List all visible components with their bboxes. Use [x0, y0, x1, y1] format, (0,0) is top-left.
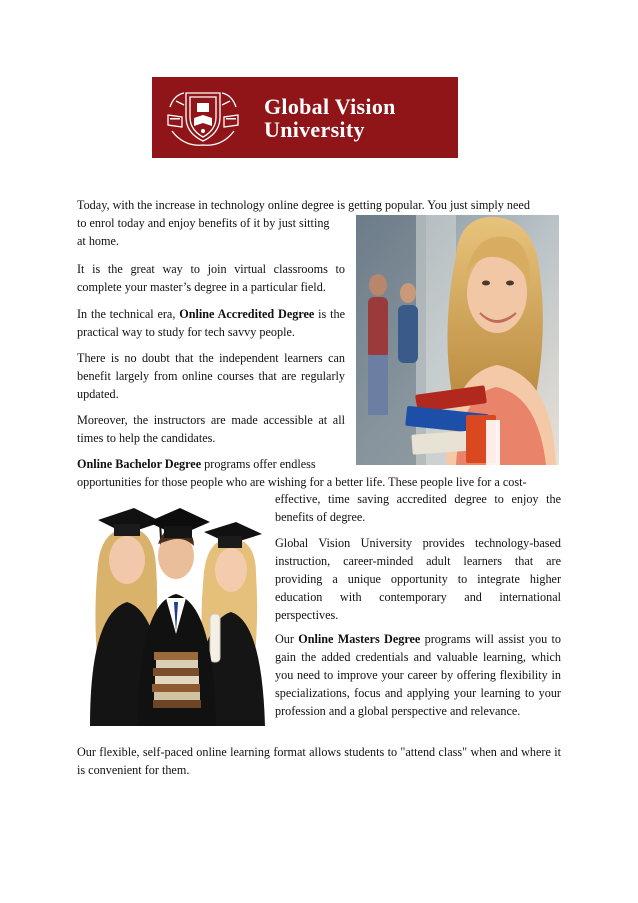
paragraph-6-lead: programs offer endless: [201, 457, 316, 471]
online-accredited-degree-term: Online Accredited Degree: [179, 307, 315, 321]
paragraph-8: [275, 630, 561, 720]
paragraph-1-line-1: Today, with the increase in technology online degree is getting popular. You just simply need: [77, 198, 530, 212]
paragraph-9: Our flexible, self-paced online learning format allows students to "attend class" when and where it is convenient for them.: [77, 745, 561, 777]
paragraph-1-line-2: to enrol today and enjoy benefits of it by just sitting: [77, 216, 330, 230]
university-banner: [152, 77, 458, 158]
paragraph-7: Global Vision University provides technology-based instruction, career-minded adult learners that are providing a unique opportunity to integrate higher education with contemporary and international perspectives.: [275, 536, 561, 622]
paragraph-8-lead: Our: [275, 632, 299, 646]
paragraph-8-rest: programs will assist you to gain the added credentials and valuable learning, which you need to improve your career by offering flexibility in specializations, focus and applying your learning to your profession and a global perspective and relevance.: [275, 632, 561, 718]
paragraph-5: Moreover, the instructors are made accessible at all times to help the candidates.: [77, 413, 345, 445]
paragraph-3-lead: In the technical era,: [77, 307, 180, 321]
paragraph-6-line-1: [77, 455, 345, 473]
banner-title-line1: Global Vision: [264, 93, 396, 119]
university-crest-icon: [164, 87, 242, 149]
online-bachelor-degree-term: Online Bachelor Degree: [77, 457, 202, 471]
paragraph-3: [77, 305, 345, 341]
banner-title: [264, 95, 396, 141]
paragraph-6-line-2: opportunities for those people who are wishing for a better life. These people live for a cost-: [77, 475, 527, 489]
graduates-photo: [80, 494, 265, 726]
paragraph-4: There is no doubt that the independent learners can benefit largely from online courses that are regularly updated.: [77, 351, 345, 401]
online-masters-degree-term: Online Masters Degree: [298, 632, 421, 646]
banner-title-line2: University: [264, 116, 365, 142]
paragraph-6-line-3: effective, time saving accredited degree to enjoy the benefits of degree.: [275, 492, 561, 524]
paragraph-3-rest: is the practical way to study for tech savvy people.: [77, 307, 345, 339]
paragraph-2: It is the great way to join virtual classrooms to complete your master’s degree in a particular field.: [77, 262, 345, 294]
paragraph-1-line-3: at home.: [77, 234, 119, 248]
smiling-student-photo: [356, 215, 559, 465]
